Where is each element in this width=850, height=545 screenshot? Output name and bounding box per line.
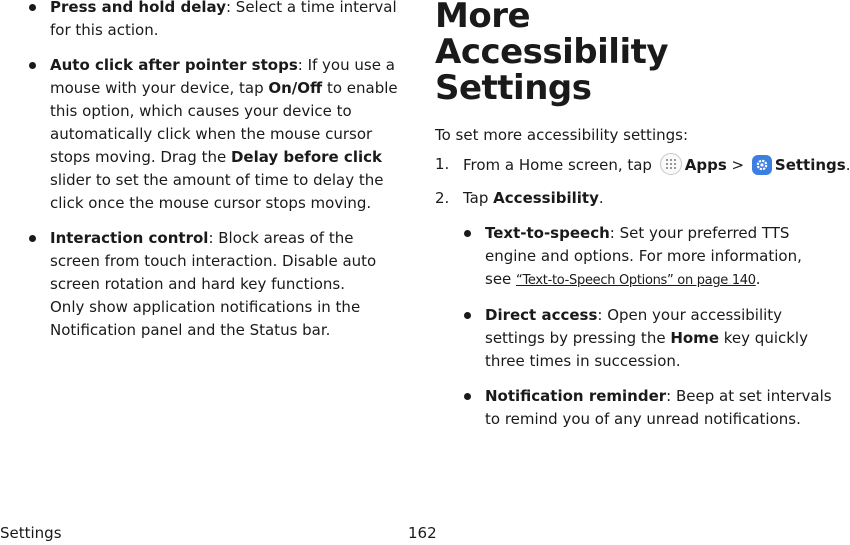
step-text: From a Home screen, tap [463,156,652,174]
item-text: : Select a time interval for this action. [50,0,397,39]
term-interaction-control: Interaction control [50,229,209,247]
item-text: : Set your preferred TTS engine and options. For more information, see [485,224,802,288]
item-text: Only show application notifications in the Notification panel and the Status bar. [50,298,361,339]
item-text: : Block areas of the screen from touch interaction. Disable auto screen rotation and hard key functions. [50,229,377,293]
list-item [463,304,832,373]
item-text: : Beep at set intervals to remind you of any unread notifications. [485,387,832,428]
section-heading: More Accessibility Settings [435,0,669,108]
term-auto-click: Auto click after pointer stops [50,56,298,74]
term-text-to-speech: Text-to-speech [485,224,610,242]
item-text: key quickly three times in succession. [485,329,808,370]
punctuation: . [755,270,761,288]
settings-label: Settings [774,156,846,174]
footer-page-number: 162 [408,524,437,542]
step-2 [435,187,832,210]
list-item [463,385,832,431]
item-text: : If you use a mouse with your device, tap [50,56,395,97]
left-column [28,0,408,354]
step-number: 1. [435,155,450,173]
footer-section-name: Settings [0,524,62,542]
term-notification-reminder: Notification reminder [485,387,667,405]
breadcrumb-separator: > [731,156,745,174]
term-direct-access: Direct access [485,306,598,324]
item-text: slider to set the amount of time to delay the click once the mouse cursor stops moving. [50,171,384,212]
step-1 [435,153,846,177]
list-item [28,0,408,42]
item-text: to enable this option, which causes your device to automatically click when the mouse cursor stops moving. Drag the [50,79,398,166]
term-on-off: On/Off [268,79,323,97]
list-item [28,227,408,342]
term-delay-before-click: Delay before click [230,148,382,166]
step-number: 2. [435,189,450,207]
term-press-and-hold-delay: Press and hold delay [50,0,226,16]
item-text: : Open your accessibility settings by pressing the [485,306,783,347]
list-item [463,222,832,292]
apps-grid-icon [660,153,682,175]
settings-gear-icon [752,155,772,175]
right-column [435,0,846,443]
apps-label: Apps [684,156,727,174]
list-item [28,54,408,215]
step-text: Tap [463,189,494,207]
intro-text: To set more accessibility settings: [435,126,689,144]
punctuation [846,156,850,174]
punctuation: . [598,189,604,207]
accessibility-options-list [435,222,832,431]
term-home: Home [670,329,719,347]
accessibility-label: Accessibility [493,189,599,207]
text-to-speech-link[interactable]: “Text-to-Speech Options” on page 140 [516,273,756,288]
